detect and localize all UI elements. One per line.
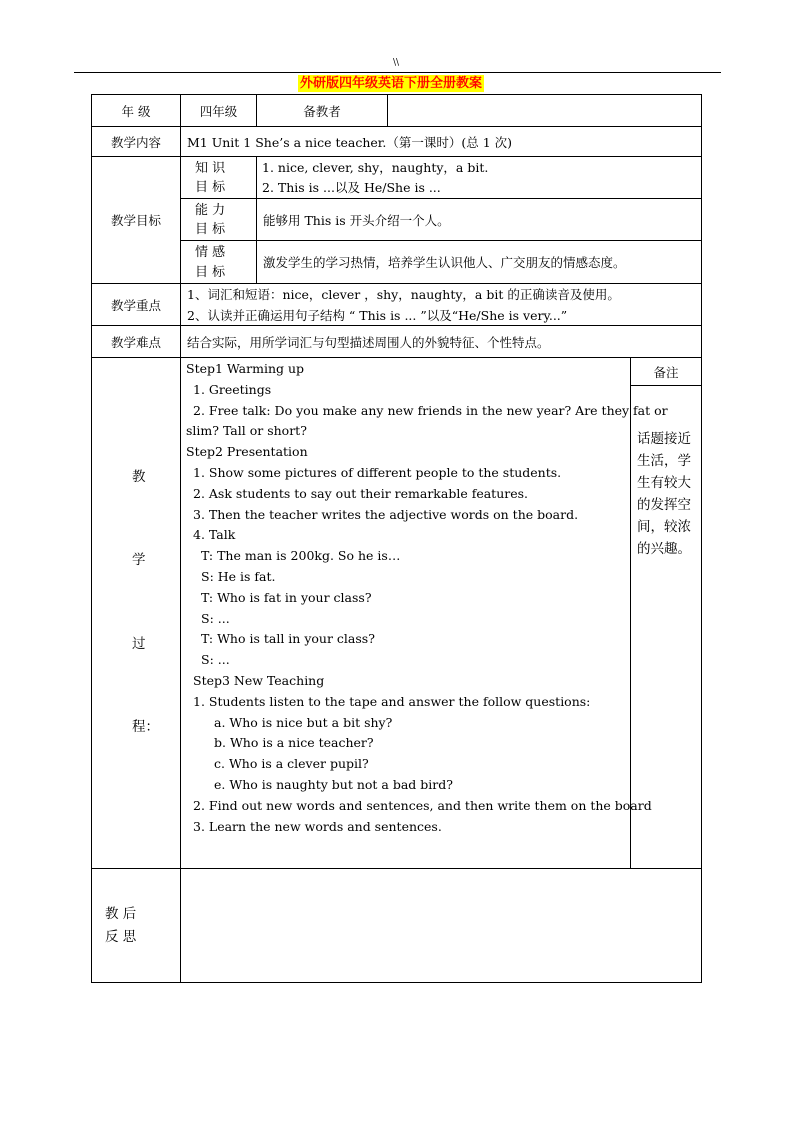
process-line: 4. Talk xyxy=(193,527,236,542)
emotion-label-2: 目 标 xyxy=(195,265,226,280)
key-points-label: 教学重点 xyxy=(110,297,161,313)
key-points-line-1: 1、词汇和短语：nice，clever ，shy，naughty，a bit 的正确读音及使用。 xyxy=(187,287,620,302)
ability-value-cell xyxy=(256,198,702,241)
content-label-cell xyxy=(91,126,181,157)
process-line: 2. Ask students to say out their remarkable features. xyxy=(193,486,529,501)
process-line: Step2 Presentation xyxy=(186,444,308,459)
knowledge-label-cell xyxy=(180,156,257,199)
process-line: T: Who is fat in your class? xyxy=(201,590,372,605)
process-line: 2. Find out new words and sentences, and then write them on the board xyxy=(193,798,652,813)
process-label-4: 程： xyxy=(132,719,159,735)
reflection-label-2: 反 思 xyxy=(105,929,137,945)
notes-line: 生有较大 xyxy=(637,475,691,491)
content-label: 教学内容 xyxy=(110,134,161,150)
difficulties-value-cell xyxy=(180,325,702,358)
notes-body-cell xyxy=(630,385,702,869)
process-line: a. Who is nice but a bit shy? xyxy=(214,715,393,730)
reflection-label-cell xyxy=(91,868,181,983)
header-rule xyxy=(74,72,721,73)
process-label-1: 教 xyxy=(132,469,146,485)
process-line: 1. Show some pictures of different people to the students. xyxy=(193,465,562,480)
emotion-label-1: 情 感 xyxy=(195,245,226,260)
ability-value: 能够用 This is 开头介绍一个人。 xyxy=(263,212,450,228)
key-points-line-2: 2、认读并正确运用句子结构 “ This is ... ”以及“He/She is very...” xyxy=(187,308,568,323)
objectives-label-cell xyxy=(91,156,181,284)
notes-line: 间，较浓 xyxy=(637,519,691,535)
process-line: S: ... xyxy=(201,652,230,667)
key-points-label-cell xyxy=(91,283,181,326)
process-line: 1. Greetings xyxy=(193,382,272,397)
notes-line: 生活，学 xyxy=(637,453,691,469)
reflection-value-cell[interactable] xyxy=(180,868,702,983)
process-line: Step1 Warming up xyxy=(186,361,305,376)
document-title: 外研版四年级英语下册全册教案 xyxy=(300,76,483,91)
process-line: b. Who is a nice teacher? xyxy=(214,735,374,750)
knowledge-label-1: 知 识 xyxy=(195,161,226,176)
ability-label-2: 目 标 xyxy=(195,222,226,237)
knowledge-line-1: 1. nice, clever, shy，naughty，a bit. xyxy=(262,160,489,175)
content-value-cell xyxy=(180,126,702,157)
process-label-2: 学 xyxy=(132,552,146,568)
grade-label-cell xyxy=(91,94,181,127)
knowledge-label-2: 目 标 xyxy=(195,180,226,195)
process-line: 1. Students listen to the tape and answer the follow questions: xyxy=(193,694,591,709)
preparer-label-cell xyxy=(256,94,388,127)
process-line: 2. Free talk: Do you make any new friends in the new year? Are they fat or xyxy=(193,403,668,418)
notes-line: 话题接近 xyxy=(637,431,691,447)
process-line: Step3 New Teaching xyxy=(193,673,325,688)
difficulties-label-cell xyxy=(91,325,181,358)
ability-label-1: 能 力 xyxy=(195,203,226,218)
process-line: S: He is fat. xyxy=(201,569,276,584)
notes-label-cell xyxy=(630,357,702,386)
preparer-value-cell xyxy=(387,94,702,127)
process-line: 3. Learn the new words and sentences. xyxy=(193,819,442,834)
knowledge-value-cell xyxy=(256,156,702,199)
content-value: M1 Unit 1 She’s a nice teacher.（第一课时）(总 1 次) xyxy=(187,134,513,150)
ability-label-cell xyxy=(180,198,257,241)
grade-value: 四年级 xyxy=(199,103,238,119)
grade-label: 年 级 xyxy=(121,103,151,119)
knowledge-line-2: 2. This is ...以及 He/She is ... xyxy=(262,180,441,195)
process-line: c. Who is a clever pupil? xyxy=(214,756,369,771)
emotion-value: 激发学生的学习热情，培养学生认识他人、广交朋友的情感态度。 xyxy=(263,255,626,270)
preparer-label: 备教者 xyxy=(303,103,341,119)
reflection-label-1: 教 后 xyxy=(105,906,137,922)
header-mark: \\ xyxy=(393,58,400,68)
process-line: S: ... xyxy=(201,611,230,626)
grade-value-cell xyxy=(180,94,257,127)
process-label-3: 过 xyxy=(132,636,146,652)
difficulties-label: 教学难点 xyxy=(110,334,161,350)
notes-line: 的兴趣。 xyxy=(637,541,691,557)
notes-line: 的发挥空 xyxy=(637,497,691,513)
process-line: slim? Tall or short? xyxy=(186,423,307,438)
emotion-value-cell xyxy=(256,240,702,284)
process-line: e. Who is naughty but not a bad bird? xyxy=(214,777,453,792)
process-line: T: Who is tall in your class? xyxy=(201,631,375,646)
process-line: 3. Then the teacher writes the adjective words on the board. xyxy=(193,507,579,522)
process-label-cell xyxy=(91,357,181,869)
objectives-label: 教学目标 xyxy=(110,213,161,228)
notes-label: 备注 xyxy=(653,364,679,380)
difficulties-value: 结合实际，用所学词汇与句型描述周围人的外貌特征、个性特点。 xyxy=(187,334,550,350)
process-line: T: The man is 200kg. So he is… xyxy=(201,548,401,563)
emotion-label-cell xyxy=(180,240,257,284)
key-points-value-cell xyxy=(180,283,702,326)
